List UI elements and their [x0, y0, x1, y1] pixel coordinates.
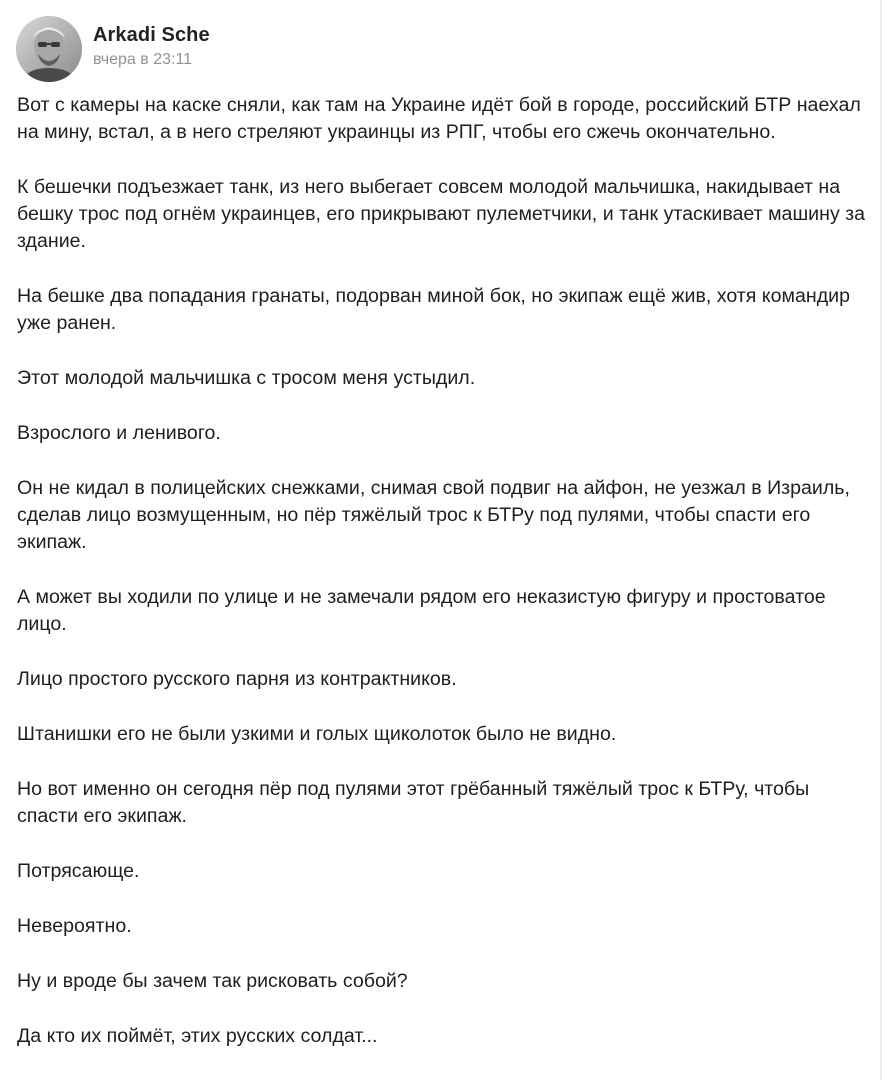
post-paragraph: А может вы ходили по улице и не замечали рядом его неказистую фигуру и простоватое лицо.	[17, 586, 826, 635]
post-paragraph: Ну и вроде бы зачем так рисковать собой?	[17, 970, 408, 992]
post-header	[16, 13, 210, 85]
post-paragraph: Потрясающе.	[17, 860, 140, 882]
post-meta	[93, 22, 210, 70]
post-paragraph: На бешке два попадания гранаты, подорван миной бок, но экипаж ещё жив, хотя командир уже ранен.	[17, 285, 850, 334]
post-paragraph: Штанишки его не были узкими и голых щиколоток было не видно.	[17, 723, 617, 745]
post-paragraph: Вот с камеры на каске сняли, как там на Украине идёт бой в городе, российский БТР наехал на мину, встал, а в него стреляют украинцы из РПГ, чтобы его сжечь окончательно.	[17, 94, 861, 143]
post-paragraph: Но вот именно он сегодня пёр под пулями этот грёбанный тяжёлый трос к БТРу, чтобы спасти его экипаж.	[17, 778, 810, 827]
post-paragraph: К бешечки подъезжает танк, из него выбегает совсем молодой мальчишка, накидывает на бешку трос под огнём украинцев, его прикрывают пулеметчики, и танк утаскивает машину за здание.	[17, 176, 866, 252]
post-paragraph: Он не кидал в полицейских снежками, снимая свой подвиг на айфон, не уезжал в Израиль, сделав лицо возмущенным, но пёр тяжёлый трос к БТРу под пулями, чтобы спасти его экипаж.	[17, 477, 850, 553]
author-avatar[interactable]	[16, 16, 82, 82]
post-paragraph: Взрослого и ленивого.	[17, 422, 221, 444]
author-name[interactable]: Arkadi Sche	[93, 24, 210, 46]
post-paragraph: Да кто их поймёт, этих русских солдат...	[17, 1025, 378, 1047]
post-timestamp[interactable]: вчера в 23:11	[93, 51, 193, 68]
post-paragraph: Этот молодой мальчишка с тросом меня устыдил.	[17, 367, 476, 389]
post-text	[17, 92, 872, 1050]
post-paragraph: Лицо простого русского парня из контрактников.	[17, 668, 457, 690]
post-paragraph: Невероятно.	[17, 915, 132, 937]
user-avatar-photo-icon	[16, 16, 82, 82]
